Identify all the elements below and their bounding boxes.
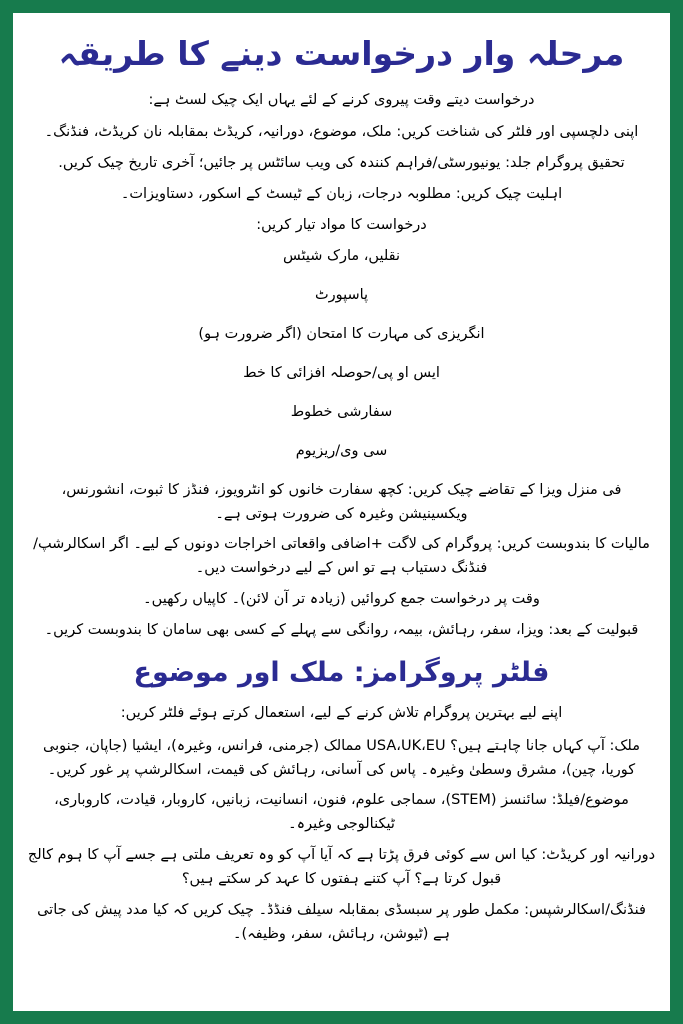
material-item-passport: پاسپورٹ [314, 287, 369, 304]
checklist-step-submit: وقت پر درخواست جمع کروائیں (زیادہ تر آن لائن)۔ کاپیاں رکھیں۔ [143, 591, 540, 608]
filter-funding: فنڈنگ/اسکالرشپس: مکمل طور پر سبسڈی بمقابلہ سیلف فنڈڈ۔ چیک کریں کہ کیا مدد پیش کی جاتی ہے (ٹیوشن، رہائش، سفر، وظیفہ)۔ [37, 902, 646, 943]
checklist-step-research: تحقیق پروگرام جلد: یونیورسٹی/فراہم کنندہ کی ویب سائٹس پر جائیں؛ آخری تاریخ چیک کریں. [58, 155, 625, 172]
checklist-step-identify: اپنی دلچسپی اور فلٹر کی شناخت کریں: ملک، موضوع، دورانیہ، کریڈٹ بمقابلہ نان کریڈٹ، فنڈنگ۔ [44, 124, 639, 141]
checklist-step-finances: مالیات کا بندوبست کریں: پروگرام کی لاگت +اضافی واقعاتی اخراجات دونوں کے لیے۔ اگر اسکالرشپ/فنڈنگ دستیاب ہے تو اس کے لیے درخواست دیں۔ [33, 536, 650, 577]
filter-subject: موضوع/فیلڈ: سائنسز (STEM)، سماجی علوم، فنون، انسانیت، زبانیں، کاروبار، قیادت، کاروباری، ٹیکنالوجی وغیرہ۔ [54, 792, 629, 833]
material-item-transcripts: نقلیں، مارک شیٹس [282, 248, 401, 265]
material-item-sop: ایس او پی/حوصلہ افزائی کا خط [243, 364, 440, 381]
document-page [13, 13, 670, 1011]
checklist-step-eligibility: اہلیت چیک کریں: مطلوبہ درجات، زبان کے ٹیسٹ کے اسکور، دستاویزات۔ [120, 186, 563, 203]
checklist-intro: درخواست دیتے وقت پیروی کرنے کے لئے یہاں ایک چیک لسٹ ہے: [148, 91, 535, 108]
filter-country: ملک: آپ کہاں جانا چاہتے ہیں؟ USA،UK،EU ممالک (جرمنی، فرانس، وغیرہ)، ایشیا (جاپان، جنوبی کوریا، چین)، مشرق وسطیٰ وغیرہ۔ پاس کی آسانی، رہائش کی قیمت، اسکالرشپ پر غور کریں۔ [43, 737, 640, 778]
filter-duration-credit: دورانیہ اور کریڈٹ: کیا اس سے کوئی فرق پڑتا ہے کہ آیا آپ کو وہ تعریف ملتی ہے جسے آپ کا ہوم کالج قبول کرتا ہے؟ آپ کتنے ہفتوں کا عہد کر سکتے ہیں؟ [27, 847, 656, 888]
page-title: مرحلہ وار درخواست دینے کا طریقہ [58, 34, 625, 73]
filter-intro: اپنے لیے بہترین پروگرام تلاش کرنے کے لیے، استعمال کرتے ہوئے فلٹر کریں: [120, 704, 563, 721]
material-item-recommendation: سفارشی خطوط [290, 403, 393, 420]
material-item-cv: سی وی/ریزیوم [295, 442, 388, 459]
material-item-english-test: انگریزی کی مہارت کا امتحان (اگر ضرورت ہو) [198, 325, 485, 342]
materials-header: درخواست کا مواد تیار کریں: [256, 217, 427, 234]
checklist-step-visa: فی منزل ویزا کے تقاضے چیک کریں: کچھ سفارت خانوں کو انٹرویوز، فنڈز کا ثبوت، انشورنس، ویکسینیشن وغیرہ کی ضرورت ہوتی ہے۔ [61, 481, 622, 522]
filter-section-title: فلٹر پروگرامز: ملک اور موضوع [133, 657, 550, 689]
checklist-step-after-acceptance: قبولیت کے بعد: ویزا، سفر، رہائش، بیمہ، روانگی سے پہلے کے کسی بھی سامان کا بندوبست کریں۔ [44, 622, 639, 639]
